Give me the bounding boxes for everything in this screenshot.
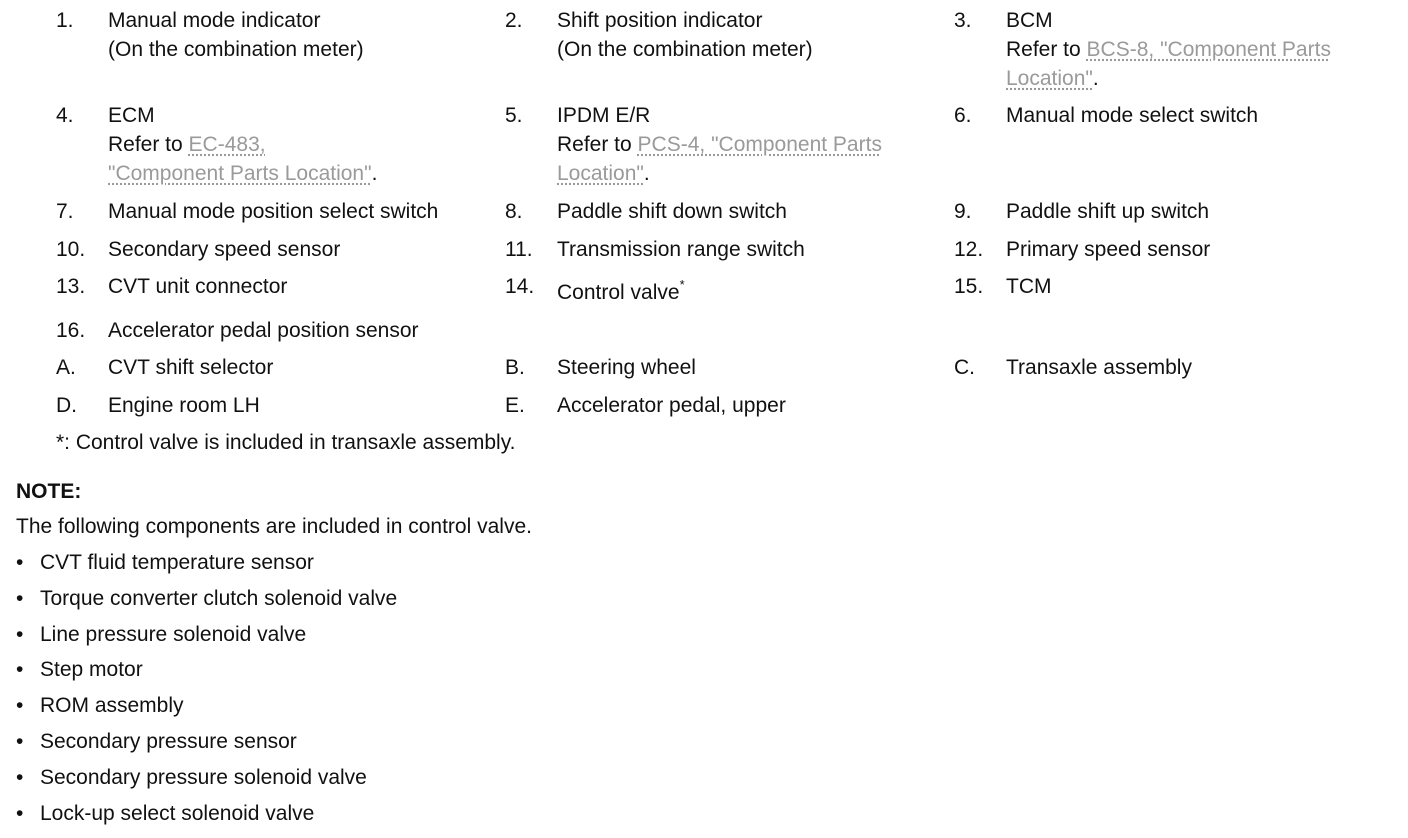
legend-label: Primary speed sensor: [1006, 238, 1211, 261]
legend-number: 9.: [954, 200, 972, 223]
reference-link-pcs[interactable]: PCS-4, "Component Parts Location": [557, 133, 882, 185]
list-item: • CVT fluid temperature sensor: [16, 548, 397, 584]
legend-number: 10.: [56, 238, 86, 261]
legend-label: TCM: [1006, 275, 1052, 298]
legend-label: Engine room LH: [108, 394, 260, 417]
legend-label: Manual mode indicator (On the combination meter): [108, 9, 364, 61]
legend-number: 16.: [56, 319, 86, 342]
legend-label: CVT unit connector: [108, 275, 288, 298]
list-item: • ROM assembly: [16, 691, 397, 727]
list-item: • Secondary pressure solenoid valve: [16, 763, 397, 799]
legend-letter: A.: [56, 356, 76, 379]
legend-label: Secondary speed sensor: [108, 238, 341, 261]
bullet-icon: •: [16, 551, 24, 574]
legend-number: 5.: [505, 104, 523, 127]
legend-label: Transaxle assembly: [1006, 356, 1192, 379]
note-heading: NOTE:: [16, 480, 82, 503]
legend-number: 8.: [505, 200, 523, 223]
legend-number: 12.: [954, 238, 984, 261]
list-item: • Step motor: [16, 655, 397, 691]
legend-label: Transmission range switch: [557, 238, 805, 261]
bullet-icon: •: [16, 802, 24, 825]
legend-letter: E.: [505, 394, 525, 417]
legend-number: 13.: [56, 275, 86, 298]
list-item: • Lock-up select solenoid valve: [16, 799, 397, 835]
control-valve-components-list: [16, 548, 397, 835]
legend-number: 15.: [954, 275, 984, 298]
legend-number: 4.: [56, 104, 74, 127]
legend-number: 7.: [56, 200, 74, 223]
legend-number: 11.: [505, 238, 533, 261]
legend-label: Manual mode position select switch: [108, 200, 439, 223]
legend-label: BCM Refer to BCS-8, "Component Parts Location".: [1006, 9, 1331, 90]
footnote: *: Control valve is included in transaxle assembly.: [56, 431, 516, 454]
bullet-icon: •: [16, 623, 24, 646]
legend-number: 2.: [505, 9, 523, 32]
legend-label: IPDM E/R Refer to PCS-4, "Component Parts Location".: [557, 104, 882, 185]
legend-number: 1.: [56, 9, 74, 32]
reference-link-bcs[interactable]: BCS-8, "Component Parts Location": [1006, 38, 1331, 90]
bullet-icon: •: [16, 730, 24, 753]
legend-label: Control valve*: [557, 277, 685, 304]
legend-label: Paddle shift down switch: [557, 200, 787, 223]
bullet-icon: •: [16, 694, 24, 717]
legend-letter: D.: [56, 394, 77, 417]
legend-number: 6.: [954, 104, 972, 127]
legend-number: 3.: [954, 9, 972, 32]
legend-label: CVT shift selector: [108, 356, 274, 379]
legend-letter: B.: [505, 356, 525, 379]
legend-label: ECM Refer to EC-483, "Component Parts Location".: [108, 104, 378, 185]
list-item: • Torque converter clutch solenoid valve: [16, 584, 397, 620]
legend-label: Shift position indicator (On the combination meter): [557, 9, 813, 61]
list-item: • Secondary pressure sensor: [16, 727, 397, 763]
legend-letter: C.: [954, 356, 975, 379]
reference-link-ec[interactable]: EC-483, "Component Parts Location": [108, 133, 372, 185]
footnote-marker: *: [679, 277, 685, 292]
legend-label: Accelerator pedal position sensor: [108, 319, 419, 342]
legend-label: Accelerator pedal, upper: [557, 394, 786, 417]
note-text: The following components are included in control valve.: [16, 515, 532, 538]
list-item: • Line pressure solenoid valve: [16, 620, 397, 655]
legend-label: Steering wheel: [557, 356, 696, 379]
bullet-icon: •: [16, 587, 24, 610]
legend-number: 14.: [505, 275, 535, 298]
bullet-icon: •: [16, 658, 24, 681]
legend-label: Paddle shift up switch: [1006, 200, 1210, 223]
bullet-icon: •: [16, 766, 24, 789]
legend-label: Manual mode select switch: [1006, 104, 1259, 127]
